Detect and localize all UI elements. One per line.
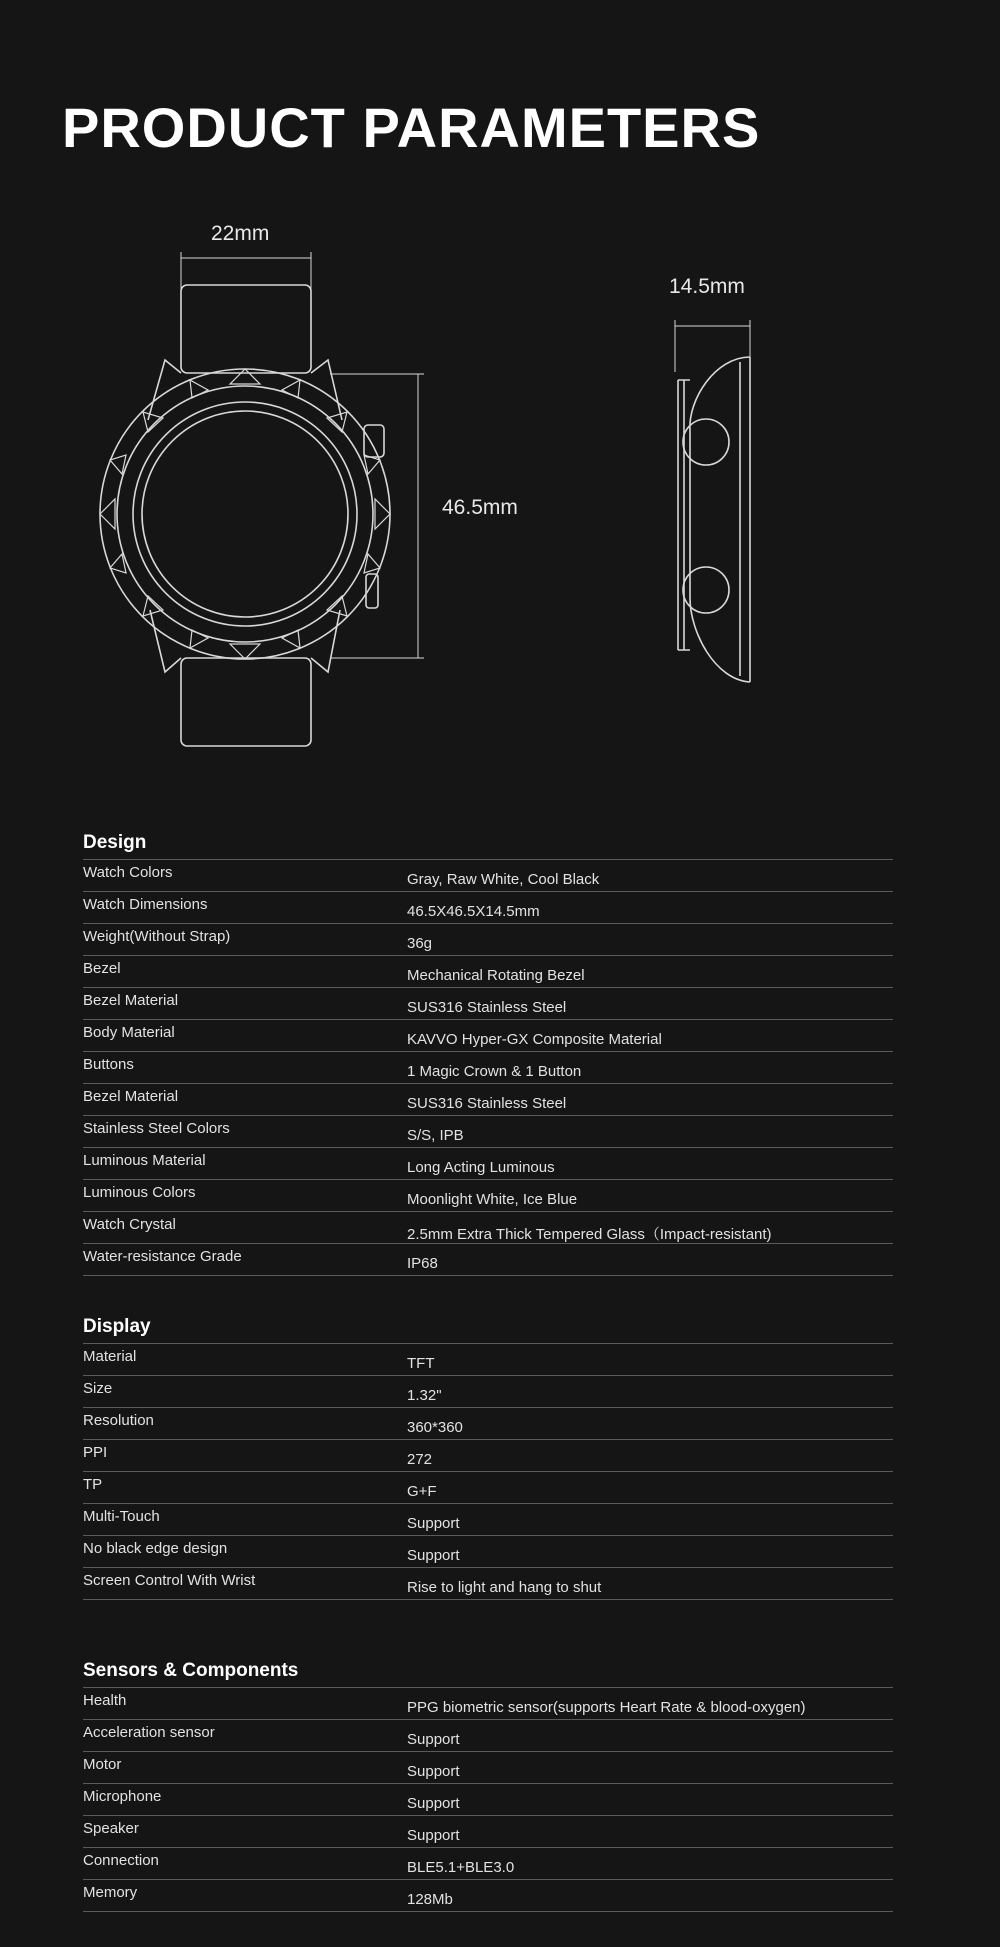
table-row	[83, 860, 893, 892]
section-title: Sensors & Components	[83, 1655, 893, 1688]
param-name: Multi-Touch	[83, 1508, 160, 1525]
param-value: Support	[407, 1827, 460, 1844]
param-name: Bezel Material	[83, 992, 179, 1009]
param-name: Microphone	[83, 1788, 162, 1805]
param-name: Luminous Colors	[83, 1184, 196, 1201]
table-row	[83, 1084, 893, 1116]
table-row	[83, 892, 893, 924]
param-name: Bezel Material	[83, 1088, 179, 1105]
table-row	[83, 1344, 893, 1376]
table-row	[83, 1116, 893, 1148]
param-value: KAVVO Hyper-GX Composite Material	[407, 1031, 662, 1048]
param-name: Connection	[83, 1852, 159, 1869]
table-row	[83, 988, 893, 1020]
param-value: Mechanical Rotating Bezel	[407, 967, 585, 984]
table-row	[83, 1688, 893, 1720]
param-value: PPG biometric sensor(supports Heart Rate & blood-oxygen)	[407, 1699, 806, 1716]
param-value: Support	[407, 1795, 460, 1812]
param-value: Support	[407, 1763, 460, 1780]
param-name: Buttons	[83, 1056, 134, 1073]
param-name: Material	[83, 1348, 137, 1365]
param-name: Watch Crystal	[83, 1216, 176, 1233]
table-row	[83, 956, 893, 988]
param-value: S/S, IPB	[407, 1127, 464, 1144]
display-section	[83, 1311, 893, 1600]
param-value: 1 Magic Crown & 1 Button	[407, 1063, 582, 1080]
param-value: BLE5.1+BLE3.0	[407, 1859, 515, 1876]
table-row	[83, 1376, 893, 1408]
table-row	[83, 1244, 893, 1276]
table-row	[83, 1212, 893, 1244]
table-row	[83, 1720, 893, 1752]
param-value: Support	[407, 1731, 460, 1748]
section-title: Design	[83, 827, 893, 860]
param-name: Bezel	[83, 960, 121, 977]
param-value: G+F	[407, 1483, 437, 1500]
height-dimension-label: 46.5mm	[442, 496, 518, 519]
param-value: Long Acting Luminous	[407, 1159, 555, 1176]
param-name: Luminous Material	[83, 1152, 206, 1169]
param-name: Weight(Without Strap)	[83, 928, 231, 945]
table-row	[83, 1784, 893, 1816]
thickness-dimension-label: 14.5mm	[669, 275, 745, 298]
table-row	[83, 1180, 893, 1212]
design-section	[83, 827, 893, 1276]
param-value: Support	[407, 1547, 460, 1564]
param-name: PPI	[83, 1444, 108, 1461]
param-name: Motor	[83, 1756, 122, 1773]
param-name: Watch Colors	[83, 864, 173, 881]
param-value: IP68	[407, 1255, 438, 1272]
param-name: Screen Control With Wrist	[83, 1572, 256, 1589]
table-row	[83, 1504, 893, 1536]
param-value: 1.32"	[407, 1387, 442, 1404]
param-name: Stainless Steel Colors	[83, 1120, 230, 1137]
table-row	[83, 924, 893, 956]
param-name: Health	[83, 1692, 127, 1709]
param-name: Watch Dimensions	[83, 896, 208, 913]
table-row	[83, 1472, 893, 1504]
param-value: Rise to light and hang to shut	[407, 1579, 602, 1596]
table-row	[83, 1880, 893, 1912]
param-name: No black edge design	[83, 1540, 228, 1557]
param-value: TFT	[407, 1355, 435, 1372]
table-row	[83, 1052, 893, 1084]
table-row	[83, 1440, 893, 1472]
table-row	[83, 1848, 893, 1880]
param-name: TP	[83, 1476, 103, 1493]
width-dimension-label: 22mm	[211, 222, 270, 245]
param-name: Memory	[83, 1884, 138, 1901]
watch-diagram	[0, 0, 1000, 760]
table-row	[83, 1020, 893, 1052]
sensors-section	[83, 1655, 893, 1912]
param-value: 46.5X46.5X14.5mm	[407, 903, 540, 920]
param-value: SUS316 Stainless Steel	[407, 999, 567, 1016]
param-name: Speaker	[83, 1820, 139, 1837]
param-name: Water-resistance Grade	[83, 1248, 242, 1265]
table-row	[83, 1752, 893, 1784]
table-row	[83, 1568, 893, 1600]
param-value: 2.5mm Extra Thick Tempered Glass（Impact-resistant)	[407, 1226, 772, 1243]
param-value: Gray, Raw White, Cool Black	[407, 871, 600, 888]
page-title: PRODUCT PARAMETERS	[62, 96, 761, 159]
param-value: Support	[407, 1515, 460, 1532]
param-name: Body Material	[83, 1024, 175, 1041]
front-view-watch-icon	[100, 252, 424, 746]
side-view-watch-icon	[675, 320, 750, 682]
param-value: SUS316 Stainless Steel	[407, 1095, 567, 1112]
table-row	[83, 1148, 893, 1180]
param-value: 360*360	[407, 1419, 463, 1436]
table-row	[83, 1816, 893, 1848]
param-value: 36g	[407, 935, 433, 952]
param-name: Resolution	[83, 1412, 154, 1429]
section-title: Display	[83, 1311, 893, 1344]
param-name: Acceleration sensor	[83, 1724, 215, 1741]
param-value: Moonlight White, Ice Blue	[407, 1191, 578, 1208]
param-name: Size	[83, 1380, 113, 1397]
param-value: 128Mb	[407, 1891, 453, 1908]
table-row	[83, 1536, 893, 1568]
param-value: 272	[407, 1451, 433, 1468]
table-row	[83, 1408, 893, 1440]
